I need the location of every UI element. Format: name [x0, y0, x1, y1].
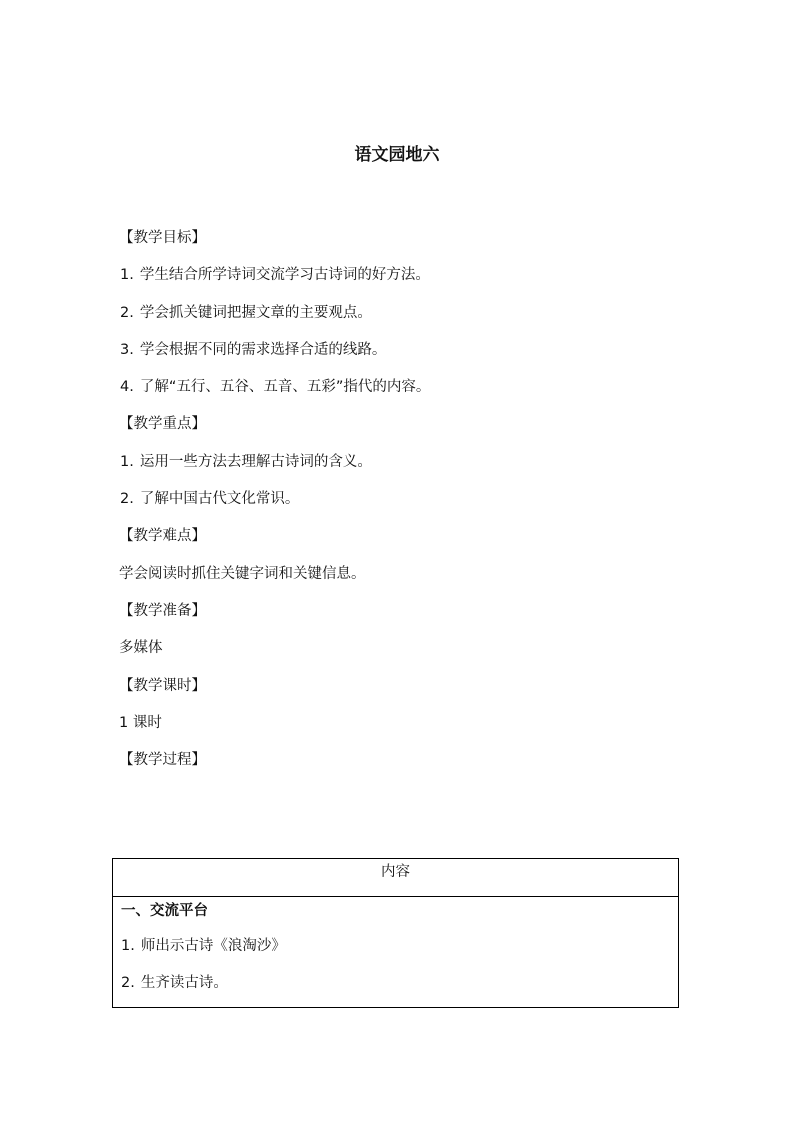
item-text: 学会根据不同的需求选择合适的线路。: [139, 341, 387, 358]
difficulties-text: 学会阅读时抓住关键字词和关键信息。: [119, 565, 366, 582]
objective-item-2: [119, 303, 719, 323]
heading-key-points: 【教学重点】: [119, 416, 206, 433]
item-number: 1.: [120, 453, 134, 470]
objective-item-4: [119, 377, 719, 397]
heading-difficulties: 【教学难点】: [119, 528, 206, 545]
heading-process: 【教学过程】: [119, 752, 206, 769]
heading-class-hours: 【教学课时】: [119, 677, 206, 694]
key-point-item-2: [119, 489, 719, 509]
objective-item-3: [119, 340, 719, 360]
table-item-2: [121, 973, 678, 993]
item-number: 2.: [120, 491, 134, 508]
item-number: 2.: [121, 975, 135, 991]
table-item-1: [121, 936, 678, 956]
class-hours-text: 1 课时: [119, 714, 162, 731]
item-number: 4.: [120, 379, 134, 396]
process-table: [112, 858, 679, 1008]
key-point-item-1: [119, 452, 719, 472]
page-title: 语文园地六: [354, 145, 440, 165]
table-section-title: 一、交流平台: [121, 902, 208, 919]
item-text: 运用一些方法去理解古诗词的含义。: [139, 453, 372, 470]
item-number: 1.: [121, 938, 135, 954]
item-number: 2.: [120, 304, 134, 321]
document-body: [119, 228, 719, 787]
objective-item-1: [119, 265, 719, 285]
heading-preparation: 【教学准备】: [119, 602, 206, 619]
table-header-cell: 内容: [113, 859, 678, 897]
item-text: 师出示古诗《浪淘沙》: [140, 938, 286, 954]
preparation-text: 多媒体: [119, 640, 163, 657]
item-text: 了解“五行、五谷、五音、五彩”指代的内容。: [139, 379, 431, 396]
item-text: 学会抓关键词把握文章的主要观点。: [139, 304, 372, 321]
item-number: 1.: [120, 267, 134, 284]
item-number: 3.: [120, 341, 134, 358]
table-body-cell: [113, 897, 678, 993]
heading-objectives: 【教学目标】: [119, 230, 206, 246]
item-text: 了解中国古代文化常识。: [139, 491, 300, 508]
item-text: 学生结合所学诗词交流学习古诗词的好方法。: [139, 267, 430, 284]
item-text: 生齐读古诗。: [140, 975, 228, 991]
